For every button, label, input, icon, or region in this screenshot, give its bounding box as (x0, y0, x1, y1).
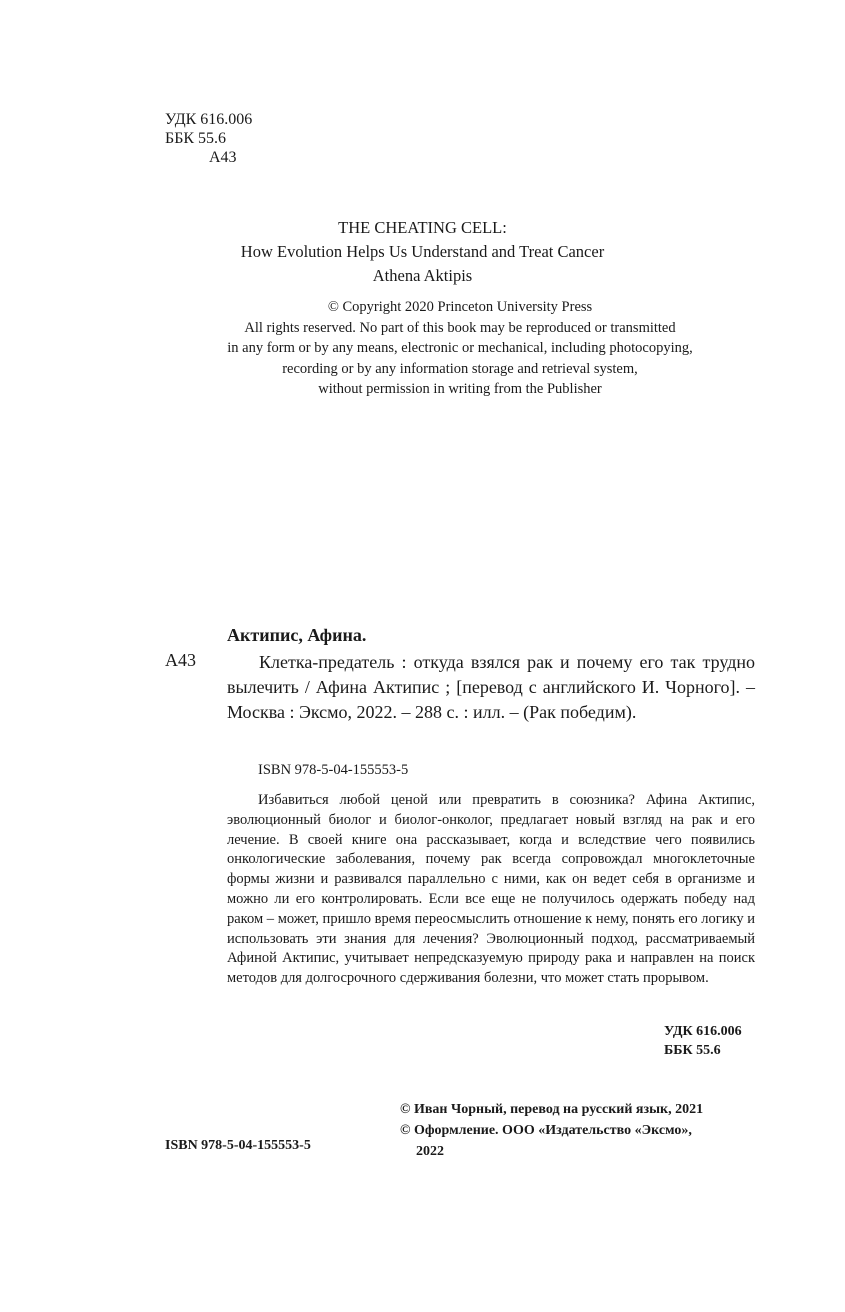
original-title: THE CHEATING CELL: (338, 218, 507, 237)
bibliographic-description (227, 650, 755, 725)
russian-copyrights (400, 1099, 703, 1162)
design-copyright-year: 2022 (416, 1144, 444, 1159)
copyright-line: without permission in writing from the Publisher (318, 381, 602, 397)
copyright-line: All rights reserved. No part of this book may be reproduced or transmitted (244, 319, 676, 336)
annotation: Избавиться любой ценой или превратить в союзника? Афина Актипис, эволюционный биолог и биолог-онколог, предлагает новый взгляд на рак и его лечение. В своей книге она рассказывает, когда и вследствие чего появились онкологические заболевания, почему рак всегда сопровождал многоклеточные формы жизни и развивался параллельно с ними, как он ведет себя в организме и можно ли его контролировать. Если все еще не получилось одержать победу над раком – может, пришло время переосмыслить отношение к нему, понять его логику и использовать эти знания для лечения? Эволюционный подход, рассматриваемый Афиной Актипис, учитывает непредсказуемую природу рака и направлен на поиск методов для долгосрочного сдерживания болезни, что может стать прорывом. (227, 792, 755, 987)
original-author: Athena Aktipis (372, 266, 473, 285)
original-edition-block (0, 216, 845, 288)
footer-isbn: ISBN 978-5-04-155553-5 (165, 1138, 311, 1153)
udc-code: УДК 616.006 (165, 111, 253, 128)
original-subtitle: How Evolution Helps Us Understand and Treat Cancer (240, 242, 605, 261)
bib-isbn: ISBN 978-5-04-155553-5 (258, 762, 409, 778)
bib-description-text: Клетка-предатель : откуда взялся рак и почему его так трудно вылечить / Афина Актипис ; [перевод с английского И. Чорного]. – Москва : Эксмо, 2022. – 288 с. : илл. – (Рак победим). (227, 652, 755, 722)
footer-bbk: ББК 55.6 (664, 1043, 721, 1058)
bib-cutter-code: А43 (165, 650, 196, 670)
translation-copyright: © Иван Чорный, перевод на русский язык, 2021 (400, 1102, 704, 1117)
bbk-code: ББК 55.6 (165, 130, 227, 147)
footer-classification (664, 1022, 742, 1060)
cutter-code: А43 (209, 149, 237, 166)
copyright-notice (0, 297, 845, 400)
classification-codes (165, 110, 252, 167)
copyright-line: in any form or by any means, electronic or mechanical, including photocopying, (227, 340, 693, 356)
copyright-line: © Copyright 2020 Princeton University Press (327, 299, 593, 315)
design-copyright: © Оформление. ООО «Издательство «Эксмо», (400, 1123, 692, 1138)
footer-udc: УДК 616.006 (664, 1024, 742, 1039)
copyright-line: recording or by any information storage and retrieval system, (282, 360, 638, 377)
author-heading: Актипис, Афина. (227, 625, 367, 645)
